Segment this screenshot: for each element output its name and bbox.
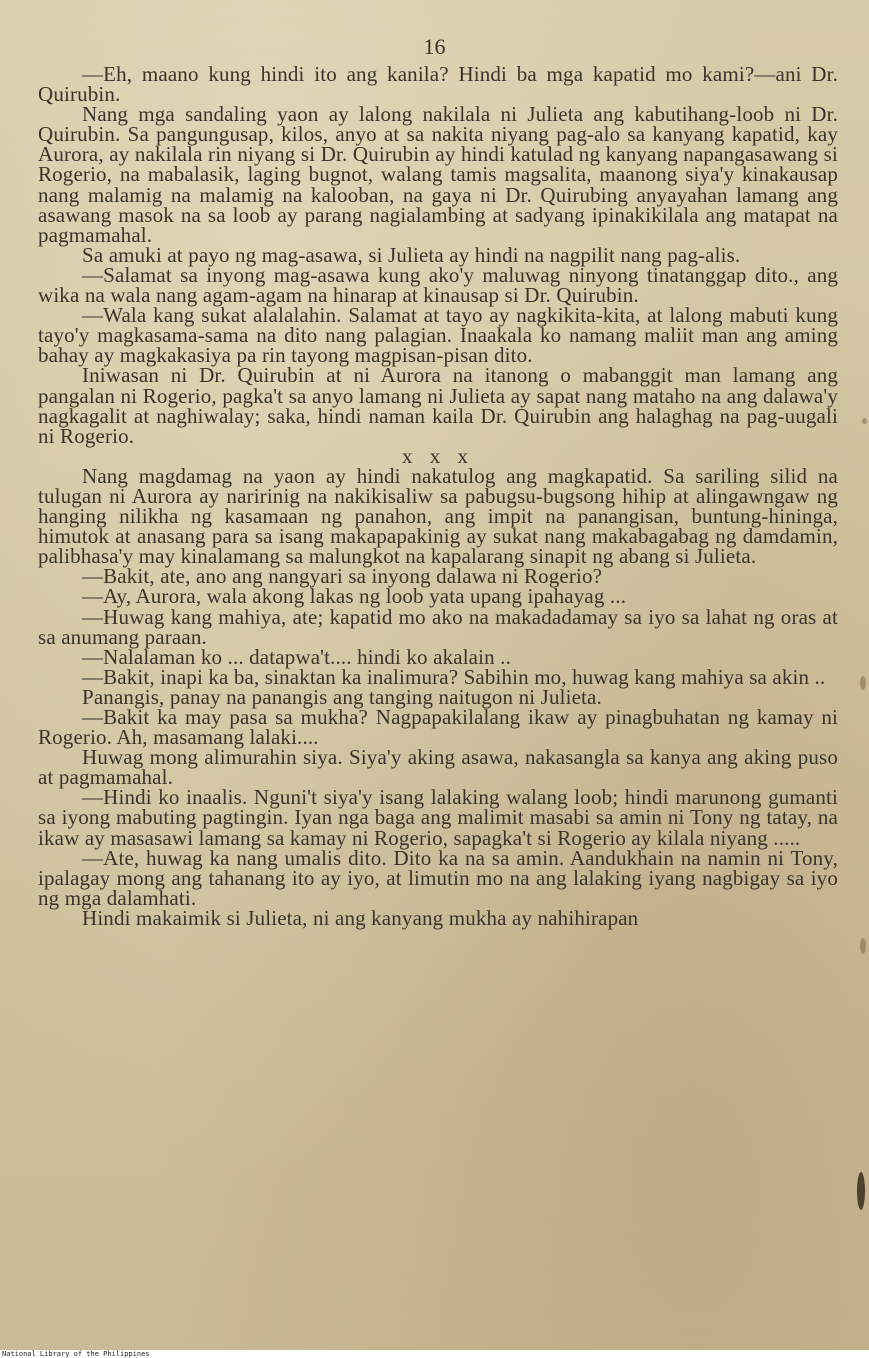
ink-spot — [860, 938, 866, 954]
paragraph: —Ay, Aurora, wala akong lakas ng loob yata upang ipahayag ... — [82, 584, 627, 609]
page-number: 16 — [423, 34, 446, 59]
ink-spot — [857, 1172, 865, 1210]
paragraph: —Nalalaman ko ... datapwa't.... hindi ko akalain .. — [82, 644, 511, 669]
paragraph: Iniwasan ni Dr. Quirubin at ni Aurora na itanong o mabanggit man lamang ang pangalan ni Rogerio, pagka't sa anyo lamang ni Julieta ay sapat nang mataho na ang dalawa'y nagkagalit at naghiwalay; saka, hindi naman kaila Dr. Quirubin ang halaghag na pag-uugali ni Rogerio. — [38, 363, 838, 448]
paragraph: —Huwag kang mahiya, ate; kapatid mo ako na makadadamay sa iyo sa lahat ng oras at sa anumang paraan. — [38, 604, 838, 649]
paragraph: —Wala kang sukat alalalahin. Salamat at tayo ay nagkikita-kita, at lalong mabuti kung tayo'y magkasama-sama na dito nang palagian. Inaakala ko namang maliit man ang aming bahay ay magkakasiya pa rin tayong magpisan-pisan dito. — [38, 303, 838, 368]
section-separator: x x x — [402, 443, 474, 468]
ink-spot — [862, 418, 867, 424]
paragraph: Huwag mong alimurahin siya. Siya'y aking asawa, nakasangla sa kanya ang aking puso at pagmamahal. — [38, 745, 838, 790]
paragraph: —Ate, huwag ka nang umalis dito. Dito ka na sa amin. Aandukhain na namin ni Tony, ipalagay mong ang tahanang ito ay iyo, at limutin mo na ang lalaking iyang nagbigay sa iyo ng mga dalamhati. — [38, 845, 838, 910]
paragraph: —Eh, maano kung hindi ito ang kanila? Hindi ba mga kapatid mo kami?—ani Dr. Quirubin. — [38, 62, 838, 107]
library-credit: National Library of the Philippines — [0, 1350, 869, 1358]
paragraph: Panangis, panay na panangis ang tanging naitugon ni Julieta. — [82, 684, 602, 709]
paragraph: —Bakit ka may pasa sa mukha? Nagpapakilalang ikaw ay pinagbuhatan ng kamay ni Rogerio. Ah, masamang lalaki.... — [38, 705, 838, 750]
paragraph: —Bakit, ate, ano ang nangyari sa inyong dalawa ni Rogerio? — [82, 564, 603, 589]
paragraph: Hindi makaimik si Julieta, ni ang kanyang mukha ay nahihirapan — [82, 905, 639, 930]
ink-spot — [860, 676, 866, 690]
paragraph: Nang magdamag na yaon ay hindi nakatulog ang magkapatid. Sa sariling silid na tulugan ni Aurora ay naririnig na nakikisaliw sa pabugsu-bugsong hihip at alingawngaw ng hanging nilikha ng kasamaan ng panahon, ang impit na panangisan, buntung-hininga, himutok at anasang para sa isang makapapakinig ay sukat nang makabagabag ng damdamin, palibhasa'y may kinalamang sa malungkot na kapalarang sinapit ng abang si Julieta. — [38, 463, 838, 569]
page-text — [38, 64, 838, 928]
paragraph: Sa amuki at payo ng mag-asawa, si Julieta ay hindi na nagpilit nang pag-alis. — [82, 242, 741, 267]
paragraph: —Hindi ko inaalis. Nguni't siya'y isang lalaking walang loob; hindi marunong gumanti sa iyong mabuting pagtingin. Iyan nga baga ang malimit masabi sa amin ni Tony ng tatay, na ikaw ay masasawi lamang sa kamay ni Rogerio, sapagka't si Rogerio ay kilala niyang ..... — [38, 785, 838, 850]
paragraph: —Bakit, inapi ka ba, sinaktan ka inalimura? Sabihin mo, huwag kang mahiya sa akin .. — [82, 664, 826, 689]
paragraph: Nang mga sandaling yaon ay lalong nakilala ni Julieta ang kabutihang-loob ni Dr. Quirubin. Sa pangungusap, kilos, anyo at sa nakita niyang pag-alo sa kanyang kapatid, kay Aurora, ay nakilala rin niyang si Dr. Quirubin ay hindi katulad ng kanyang napangasawang si Rogerio, na mabalasik, laging bugnot, walang tamis magsalita, maanong siya'y kinakausap nang malamig na malamig na kalooban, na gaya ni Dr. Quirubing anyayahan lamang ang asawang masok na sa loob ay parang nagialambing at sadyang ipinakikilala ang matapat na pagmamahal. — [38, 102, 838, 247]
paragraph: —Salamat sa inyong mag-asawa kung ako'y maluwag ninyong tinatanggap dito., ang wika na wala nang agam-agam na hinarap at kinausap si Dr. Quirubin. — [38, 262, 838, 308]
